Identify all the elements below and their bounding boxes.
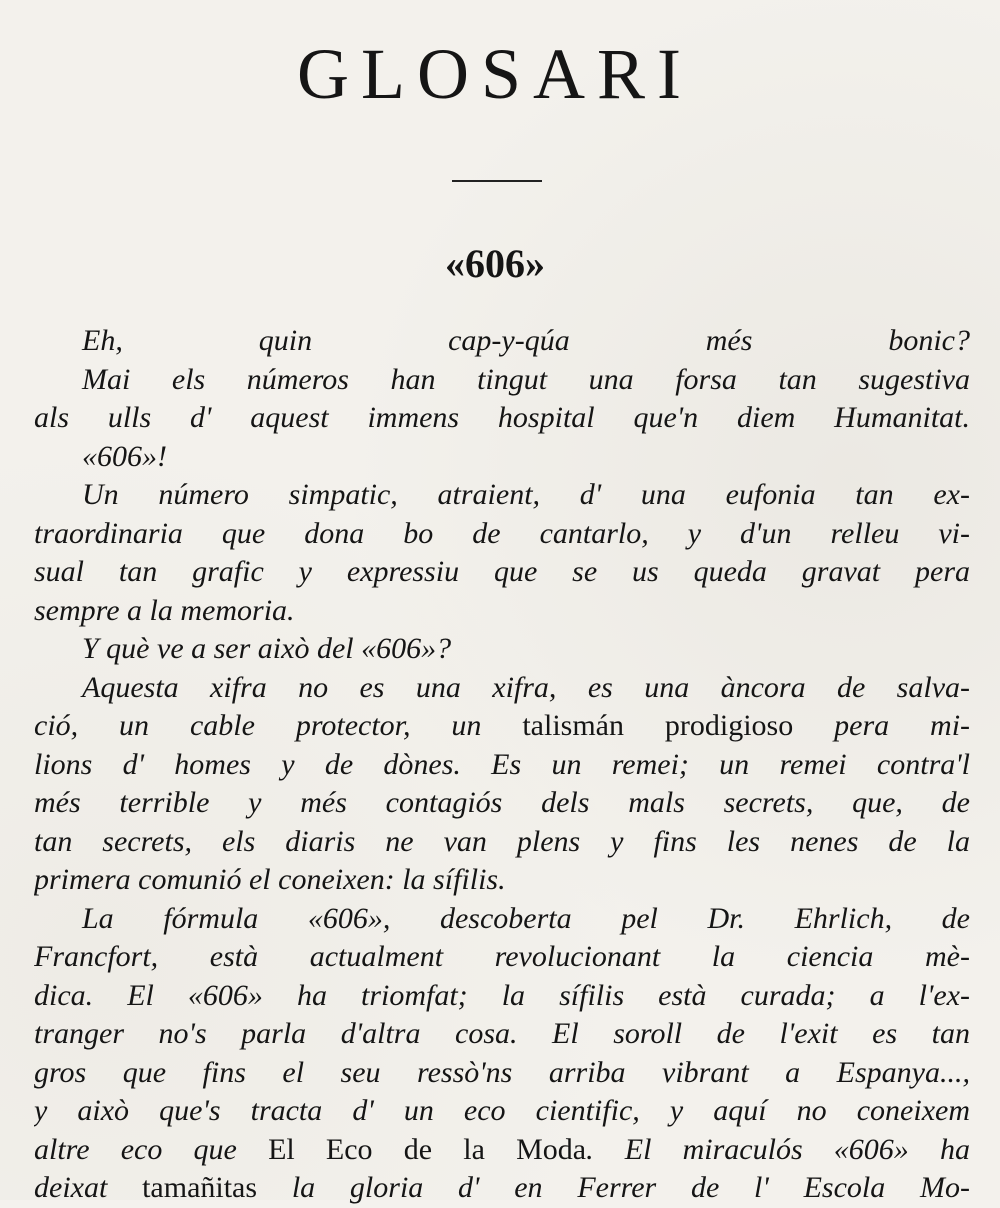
text-line: més terrible y més contagiós dels mals secrets, que, de — [34, 786, 970, 819]
text-segment: la gloria d' en Ferrer de l' Escola Mo- — [257, 1171, 970, 1204]
text-line: «606»! — [82, 439, 167, 473]
text-line — [34, 707, 970, 746]
text-line: als ulls d' aquest immens hospital que'n diem Humanitat. — [34, 401, 970, 434]
text-line: La fórmula «606», descoberta pel Dr. Ehrlich, de — [82, 901, 970, 935]
roman-text-segment: El Eco de la Moda — [268, 1132, 587, 1166]
text-segment: ció, un cable protector, un — [34, 709, 523, 742]
text-segment: altre eco que — [34, 1132, 269, 1166]
text-line: primera comunió el coneixen: la sífilis. — [34, 863, 506, 896]
text-line: tan secrets, els diaris ne van plens y fins les nenes de la — [34, 824, 970, 858]
text-line — [34, 1131, 970, 1170]
title-divider — [452, 180, 542, 182]
article-title: «606» — [445, 241, 545, 286]
text-line: Eh, quin cap-y-qúa més bonic? — [82, 324, 970, 357]
text-line: Un número simpatic, atraient, d' una eufonia tan ex- — [82, 478, 970, 511]
text-line: Francfort, està actualment revolucionant la ciencia mè- — [34, 940, 970, 973]
text-line: y això que's tracta d' un eco cientific, y aquí no coneixem — [34, 1094, 970, 1127]
text-line: Mai els números han tingut una forsa tan sugestiva — [82, 362, 970, 396]
article-body — [34, 322, 970, 1208]
text-line: sempre a la memoria. — [34, 593, 295, 627]
text-line — [34, 1169, 970, 1208]
text-line: traordinaria que dona bo de cantarlo, y d'un relleu vi- — [34, 516, 970, 550]
roman-text-segment: tamañitas — [142, 1171, 258, 1204]
text-line: lions d' homes y de dònes. Es un remei; un remei contra'l — [34, 747, 970, 781]
text-line: gros que fins el seu ressò'ns arriba vibrant a Espanya..., — [34, 1055, 970, 1089]
text-line: dica. El «606» ha triomfat; la sífilis està curada; a l'ex- — [34, 978, 970, 1012]
text-line: sual tan grafic y expressiu que se us queda gravat pera — [34, 555, 970, 588]
page-title: GLOSARI — [296, 34, 693, 114]
roman-text-segment: talismán prodigioso — [522, 709, 794, 742]
text-line: tranger no's parla d'altra cosa. El soroll de l'exit es tan — [34, 1017, 970, 1050]
text-segment: deixat — [34, 1171, 143, 1204]
text-segment: pera mi- — [793, 709, 970, 742]
text-line: Aquesta xifra no es una xifra, es una àncora de salva- — [82, 670, 970, 704]
text-line: Y què ve a ser això del «606»? — [82, 632, 452, 665]
text-segment: . El miraculós «606» ha — [586, 1132, 970, 1166]
